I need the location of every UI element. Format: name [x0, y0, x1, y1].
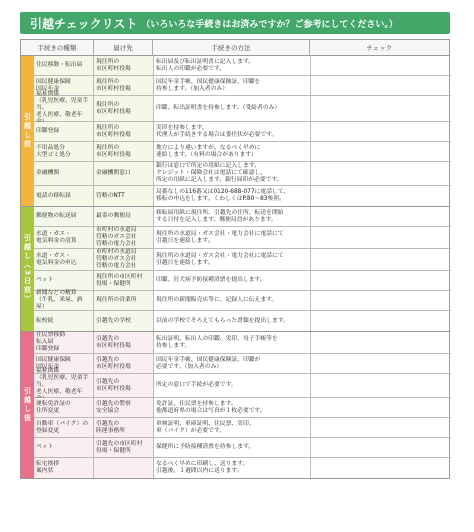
destination-cell: 引越先の 市区町村役場 [94, 374, 154, 397]
destination-cell: 現住所の 市区町村役場 [94, 56, 154, 75]
procedure-type-cell: 自動車（バイク）の 登録変更 [34, 418, 94, 437]
table-row [34, 249, 451, 271]
table-row [34, 227, 451, 249]
check-cell[interactable] [311, 96, 451, 121]
check-cell[interactable] [311, 249, 451, 270]
destination-cell [94, 458, 154, 478]
check-cell[interactable] [311, 271, 451, 290]
method-cell: 転出届及び転出証明書に記入します。 転出人の印鑑が必要です。 [154, 56, 311, 75]
procedure-type-cell: 印鑑登録 [34, 122, 94, 141]
table-row [34, 438, 451, 458]
table-header [20, 39, 450, 56]
destination-cell: 引越先の学校 [94, 311, 154, 331]
table-row [34, 311, 451, 331]
procedure-type-cell: ペット [34, 438, 94, 457]
header-type: 手続きの種類 [21, 40, 94, 55]
check-cell[interactable] [311, 332, 451, 353]
destination-cell: 現住所の 市区町村役場 [94, 122, 154, 141]
table-row [34, 162, 451, 186]
check-cell[interactable] [311, 374, 451, 397]
check-cell[interactable] [311, 56, 451, 75]
destination-cell: 現住所の 市区町村役場 [94, 96, 154, 121]
method-cell: 局番なしの116番又は0120-688-077に電話して、 移転の申込をします。くわしくはP.80～83参照。 [154, 186, 311, 206]
check-cell[interactable] [311, 142, 451, 161]
section-label: 引越し後 [21, 332, 34, 478]
method-cell: 以前の学校でそろえてもらった書類を提出します。 [154, 311, 311, 331]
method-cell: 移転届用紙に現住所、引越先の住所、転送を開始 する日付を記入します。郵便局員があります。 [154, 207, 311, 226]
procedure-type-cell: 新聞などの精算 （牛乳、米屋、酒屋） [34, 291, 94, 310]
table-row [34, 186, 451, 206]
procedure-type-cell: 金融機関 [34, 162, 94, 185]
table-row [34, 398, 451, 418]
procedure-type-cell: 住民移動・転出届 [34, 56, 94, 75]
check-cell[interactable] [311, 438, 451, 457]
check-cell[interactable] [311, 227, 451, 248]
table-row [34, 374, 451, 398]
check-cell[interactable] [311, 458, 451, 478]
check-cell[interactable] [311, 122, 451, 141]
destination-cell: 最寄の郵便局 [94, 207, 154, 226]
procedure-type-cell: ペット [34, 271, 94, 290]
method-cell: 現住所の水道局・ガス会社・電力会社に電話にて 引越日を連絡します。 [154, 249, 311, 270]
table-row [34, 291, 451, 311]
method-cell: 印鑑、転出証明書を持参します。（受給者のみ） [154, 96, 311, 121]
procedure-type-cell: 運転免許証の 住所変更 [34, 398, 94, 417]
check-cell[interactable] [311, 311, 451, 331]
procedure-type-cell: 転校続 [34, 311, 94, 331]
method-cell: 所定の窓口で手続が必要です。 [154, 374, 311, 397]
section-3 [20, 332, 450, 479]
check-cell[interactable] [311, 398, 451, 417]
table-row [34, 458, 451, 478]
destination-cell: 市町村の水道局 管轄のガス会社 管轄の電力会社 [94, 227, 154, 248]
procedure-type-cell: 転宅挨拶 案内状 [34, 458, 94, 478]
table-row [34, 122, 451, 142]
page-subtitle: （いろいろな手続きはお済みですか？ご参考にしてください。） [141, 19, 398, 30]
method-cell: なるべく早めに印刷し、送ります。 引越後、１週間以内に送ります。 [154, 458, 311, 478]
table-row [34, 56, 451, 76]
check-cell[interactable] [311, 291, 451, 310]
destination-cell: 引越先の市区町村 役場・保健所 [94, 438, 154, 457]
section-label: 引越し前 [21, 56, 34, 206]
method-cell: 転出証明、転出人の印鑑、実印、母子手帳等を 持参します。 [154, 332, 311, 353]
method-cell: 車検証明、車庫証明、住民票、実印、 車（バイク）が必要です。 [154, 418, 311, 437]
method-cell: 国民年金手帳、国民健康保険証、印鑑が 必要です。（加入者のみ） [154, 354, 311, 373]
check-cell[interactable] [311, 76, 451, 95]
procedure-type-cell: 電話の移転届 [34, 186, 94, 206]
destination-cell: 現住所の市区町村 役場・保健所 [94, 271, 154, 290]
procedure-type-cell: 水道・ガス・ 電気料金の申込 [34, 249, 94, 270]
method-cell: 免許証、住民票を持参します。 他都道府県の場合は写真が１枚必要です。 [154, 398, 311, 417]
procedure-type-cell: 郵便物の転送届 [34, 207, 94, 226]
section-2 [20, 207, 450, 332]
destination-cell: 市町村の水道局 管轄のガス会社 管轄の電力会社 [94, 249, 154, 270]
check-cell[interactable] [311, 186, 451, 206]
procedure-type-cell: 不用品処分 大型ゴミ処分 [34, 142, 94, 161]
section-1 [20, 56, 450, 207]
header-check: チェック [366, 44, 393, 52]
table-row [34, 354, 451, 374]
destination-cell: 引越先の警察 安全協会 [94, 398, 154, 417]
method-cell: 現住所の水道局・ガス会社・電力会社に電話にて 引越日を連絡します。 [154, 227, 311, 248]
check-cell[interactable] [311, 162, 451, 185]
procedure-type-cell: 水道・ガス・ 電気料金の清算 [34, 227, 94, 248]
procedure-type-cell: 国民健康保険 国民年金 [34, 76, 94, 95]
method-cell: 地方により違いますが、なるべく早めに 連絡します。（有料の場合があります） [154, 142, 311, 161]
destination-cell: 現住所の 市区町村役場 [94, 142, 154, 161]
method-cell: 印鑑、狂犬病予防接種済票を提出します。 [154, 271, 311, 290]
procedure-type-cell: 国民健康保険 国民年金 [34, 354, 94, 373]
destination-cell: 現住所の 市区町村役場 [94, 76, 154, 95]
method-cell: 保健所に予防接種済票を持参します。 [154, 438, 311, 457]
destination-cell: 引越先の 市区町村役場 [94, 354, 154, 373]
checklist-table [20, 39, 450, 479]
table-row [34, 332, 451, 354]
page-title: 引越チェックリスト [30, 16, 138, 31]
header-method: 手続きの方法 [153, 40, 309, 55]
table-row [34, 271, 451, 291]
method-cell: 実印を持参します。 代理人が手続きする場合は委任状が必要です。 [154, 122, 311, 141]
check-cell[interactable] [311, 418, 451, 437]
procedure-type-cell: 住民票移動 転入届 印鑑登録 [34, 332, 94, 353]
section-label: 引越し（3日前） [21, 207, 34, 331]
table-row [34, 207, 451, 227]
header-to: 届け先 [94, 40, 154, 55]
procedure-type-cell: （乳児医療、児童手当、 老人医療、敬老年 [34, 96, 94, 121]
table-row [34, 96, 451, 122]
check-cell[interactable] [311, 354, 451, 373]
destination-cell: 引越先の 市区町村役場 [94, 332, 154, 353]
procedure-type-cell: （乳児医療、児童手当、 老人医療、敬老年 [34, 374, 94, 397]
destination-cell: 引越先の 陸運事務所 [94, 418, 154, 437]
table-row [34, 76, 451, 96]
table-row [34, 418, 451, 438]
method-cell: 現住所の新聞販売店等に、記録人に伝えます。 [154, 291, 311, 310]
table-row [34, 142, 451, 162]
destination-cell: 現住所の営業所 [94, 291, 154, 310]
method-cell: 国民年金手帳、国民健康保険証、印鑑を 持参します。（加入者のみ） [154, 76, 311, 95]
title-bar [20, 12, 450, 34]
destination-cell: 金融機関窓口 [94, 162, 154, 185]
destination-cell: 管轄のNTT [94, 186, 154, 206]
method-cell: 銀行は窓口で所定の用紙に記入します。 クレジット・保険会社は電話にて確認し、 所定の用紙に記入します。銀行届印が必要です。 [154, 162, 311, 185]
check-cell[interactable] [311, 207, 451, 226]
